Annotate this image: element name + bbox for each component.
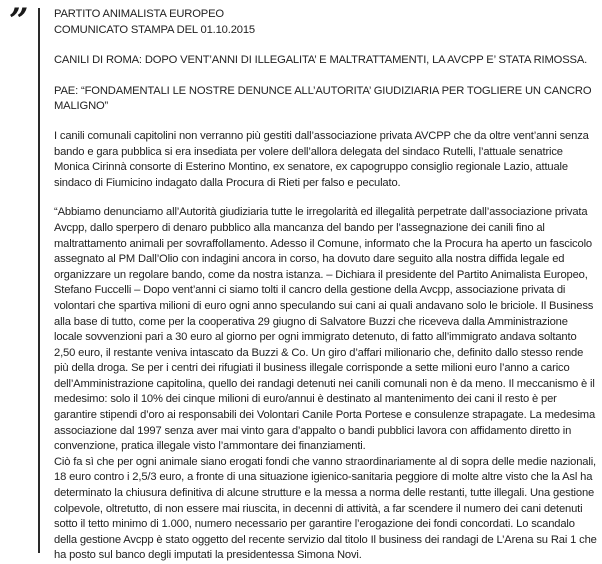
org-name: PARTITO ANIMALISTA EUROPEO <box>54 8 224 20</box>
quote-mark-icon: ” <box>9 1 26 41</box>
subheadline: PAE: “FONDAMENTALI LE NOSTRE DENUNCE ALL’AUTORITA’ GIUDIZIARIA PER TOGLIERE UN CANCRO MALIGNO” <box>54 84 592 113</box>
header <box>54 7 598 38</box>
vertical-rule <box>38 8 40 553</box>
quote-paragraph: “Abbiamo denunciamo all’Autorità giudiziaria tutte le irregolarità ed illegalità perpetrate dall’associazione privata Avcpp, dallo sperpero di denaro pubblico alla mancanza del bando per l’assegnazione dei canili fino al maltrattamento animali per sovraffollamento. Adesso il Comune, informato che la Procura ha aperto un fascicolo assegnato al PM Dall’Olio con indagini ancora in corso, ha dovuto dare seguito alla nostra diffida legale ed organizzare un regolare bando, come da nostra istanza. – Dichiara il presidente del Partito Animalista Europeo, Stefano Fuccelli – Dopo vent’anni ci siamo tolti il cancro della gestione della Avcpp, associazione privata di volontari che spartiva milioni di euro ogni anno speculando sui cani ai quali andavano solo le briciole. Il Business alla base di tutto, come per la cooperativa 29 giugno di Salvatore Buzzi che riceveva dalla Amministrazione locale sovvenzioni pari a 30 euro al giorno per ogni immigrato detenuto, di fatto all’immigrato andava soltanto 2,50 euro, il restante veniva intascato da Buzzi & Co. Un giro d’affari milionario che, definito dallo stesso rende più della droga. Se per i centri dei rifugiati il business illegale corrisponde a sette milioni euro l’anno a carico dell’Amministrazione capitolina, quello dei randagi detenuti nei canili comunali non è da meno. Il meccanismo è il medesimo: solo il 10% dei cinque milioni di euro/annui è destinato al mantenimento dei cani il resto è per garantire stipendi d’oro ai responsabili dei Volontari Canile Porta Portese e consulenze strapagate. La medesima associazione dal 1997 senza aver mai vinto gara d’appalto o bandi pubblici lavora con affidamento diretto in convenzione, pratica illegale visto l’ammontare dei finanziamenti. <box>54 206 596 453</box>
release-date: COMUNICATO STAMPA DEL 01.10.2015 <box>54 23 255 36</box>
intro-paragraph: I canili comunali capitolini non verranno più gestiti dall’associazione privata AVCPP che da oltre vent’anni senza bando e gara pubblica si era insediata per volere dell’allora delegata del sindaco Rutelli, l’attuale senatrice Monica Cirinnà consorte di Esterino Montino, ex senatore, ex capogruppo consiglio regionale Lazio, attuale sindaco di Fiumicino indagato dalla Procura di Rieti per falso e peculato. <box>54 129 589 189</box>
press-release <box>54 7 598 564</box>
closing-paragraph: Ciò fa sì che per ogni animale siano erogati fondi che vanno straordinariamente al di sopra delle medie nazionali, 18 euro contro i 2,5/3 euro, a fronte di una situazione igienico-sanitaria peggiore di molte altre visto che la Asl ha determinato la chiusura definitiva di alcune strutture e la messa a norma delle restanti, tutte illegali. Una gestione colpevole, oltretutto, di non essere mai riuscita, in decenni di attività, a far scendere il numero dei cani detenuti sotto il tetto minimo di 1.000, numero necessario per garantire l’erogazione dei fondi concordati. Lo scandalo della gestione Avcpp è stato oggetto del recente servizio dal titolo Il business dei randagi de L’Arena su Rai 1 che ha posto sul banco degli imputati la presidentessa Simona Novi. <box>54 455 597 562</box>
headline: CANILI DI ROMA: DOPO VENT’ANNI DI ILLEGALITA’ E MALTRATTAMENTI, LA AVCPP E’ STATA RIMOSSA. <box>54 54 588 67</box>
